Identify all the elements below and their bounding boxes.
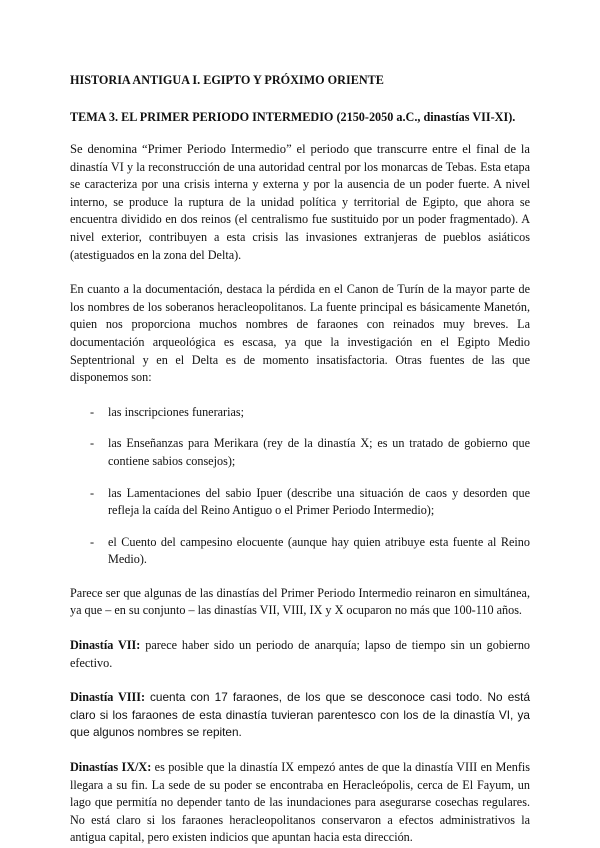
documentation-paragraph: En cuanto a la documentación, destaca la pérdida en el Canon de Turín de la mayor parte de los nombres de los soberanos heracleopolitanos. La fuente principal es básicamente Manetón, quien nos proporciona muchos nombres de faraones con reinados muy breves. La documentación arqueológica es escasa, ya que la investigación en el Egipto Medio Septentrional y en el Delta es de momento insatisfactoria. Otras fuentes de las que disponemos son:	[70, 282, 530, 385]
topic-title: TEMA 3. EL PRIMER PERIODO INTERMEDIO (2150-2050 a.C., dinastías VII-XI).	[70, 110, 516, 124]
dynasty-vii-label: Dinastía VII:	[70, 638, 141, 653]
intro-paragraph	[70, 141, 530, 264]
dynasty-ix-x-paragraph	[70, 759, 530, 847]
dynasty-viii-paragraph	[70, 689, 530, 742]
list-item-text: el Cuento del campesino elocuente (aunque hay quien atribuye esta fuente al Reino Medio).	[108, 534, 530, 567]
list-dash: -	[90, 436, 95, 451]
sources-list	[70, 404, 530, 569]
dynasty-viii-text: cuenta con 17 faraones, de los que se desconoce casi todo. No está claro si los faraones de esta dinastía tuvieran parentesco con los de la dinastía VI, ya que algunos nombres se repiten.	[70, 690, 531, 740]
dynasty-vii-paragraph	[70, 637, 530, 672]
list-dash: -	[90, 485, 95, 500]
dynasty-ix-x-text: es posible que la dinastía IX empezó antes de que la dinastía VIII en Menfis llegara a su fin. La sede de su poder se encontraba en Heracleópolis, cerca de El Fayum, un lago que permitía no depender tanto de las inundaciones para asegurarse cosechas regulares. No está claro si los faraones heracleopolitanos conservaron a efectos administrativos la antigua capital, pero existen indicios que apuntan hacia esta dirección.	[70, 760, 531, 845]
list-item-text: las inscripciones funerarias;	[108, 404, 245, 419]
dynasty-ix-x-label: Dinastías IX/X:	[70, 760, 152, 775]
list-item-text: las Enseñanzas para Merikara (rey de la dinastía X; es un tratado de gobierno que contiene sabios consejos);	[108, 436, 530, 468]
intro-rest: dinastía VI y la reconstrucción de una autoridad central por los monarcas de Tebas. Esta etapa se caracteriza por una crisis interna y externa y por la ausencia de un poder fuerte. A nivel interno, se produce la ruptura de la unidad política y territorial de Egipto, que ahora se encuentra dividido en dos reinos (el centralismo fue sustituido por un poder fragmentado). A nivel exterior, contribuyen a esta crisis las invasiones extranjeras de pueblos asiáticos (atestiguados en la zona del Delta).	[70, 159, 530, 262]
list-item-text: las Lamentaciones del sabio Ipuer (describe una situación de caos y desorden que refleja la caída del Reino Antiguo o el Primer Periodo Intermedio);	[108, 485, 530, 518]
dynasty-viii-label: Dinastía VIII:	[70, 690, 146, 705]
list-item	[70, 534, 530, 569]
list-item	[70, 404, 530, 422]
list-dash: -	[90, 534, 95, 549]
list-item	[70, 435, 530, 470]
dynasty-vii-text: parece haber sido un periodo de anarquía; lapso de tiempo sin un gobierno efectivo.	[70, 638, 531, 670]
intro-first-line: Se denomina “Primer Periodo Intermedio” el periodo que transcurre entre el final de la	[70, 142, 530, 156]
list-item	[70, 485, 530, 520]
simultaneous-paragraph: Parece ser que algunas de las dinastías del Primer Periodo Intermedio reinaron en simultánea, ya que – en su conjunto – las dinastías VII, VIII, IX y X ocuparon no más que 100-110 años.	[70, 585, 530, 618]
course-title: HISTORIA ANTIGUA I. EGIPTO Y PRÓXIMO ORIENTE	[70, 73, 384, 87]
list-dash: -	[90, 404, 95, 419]
